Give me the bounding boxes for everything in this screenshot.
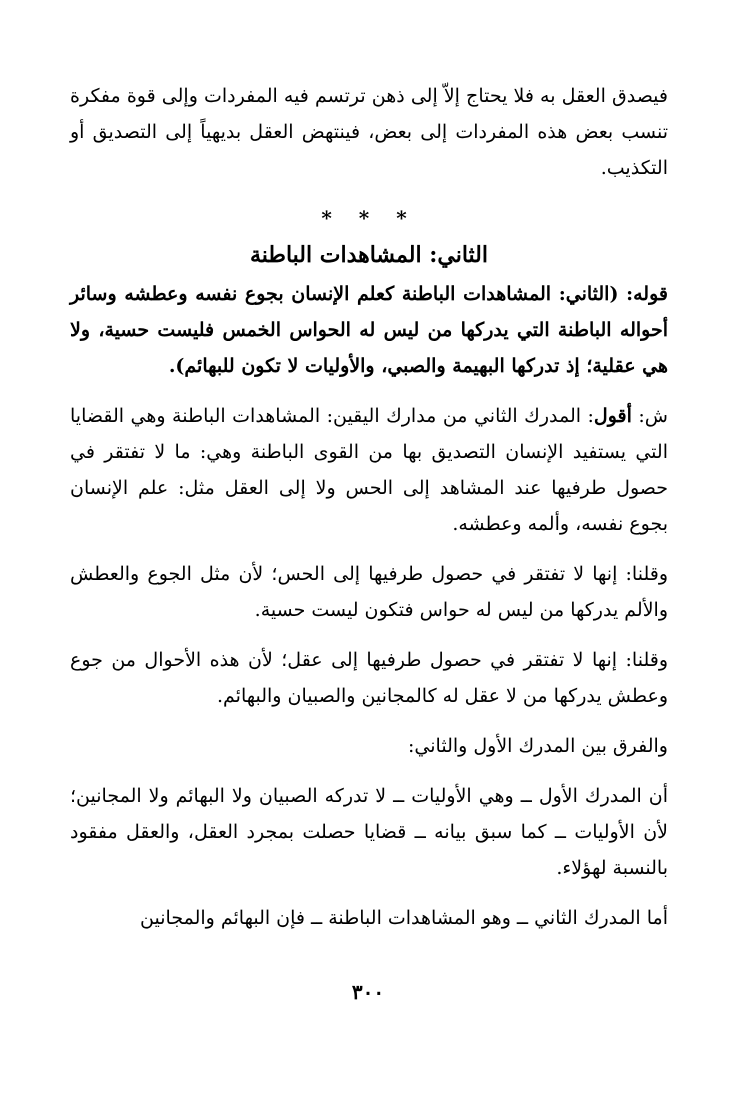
paragraph-intro: فيصدق العقل به فلا يحتاج إلاّ إلى ذهن ترتسم فيه المفردات وإلى قوة مفكرة تنسب بعض هذه المفردات إلى بعض، فينتهض العقل بديهياً إلى التصديق أو التكذيب. xyxy=(70,85,668,179)
paragraph-senses: وقلنا: إنها لا تفتقر في حصول طرفيها إلى الحس؛ لأن مثل الجوع والعطش والألم يدركها من ليس له حواس فتكون ليست حسية. xyxy=(70,563,668,621)
commentary-text: : المدرك الثاني من مدارك اليقين: المشاهدات الباطنة وهي القضايا التي يستفيد الإنسان التصديق بها من القوى الباطنة وهي: ما لا تفتقر في حصول طرفيها عند المشاهد إلى الحس ولا إلى العقل مثل: علم الإنسان بجوع نفسه، وألمه وعطشه. xyxy=(70,405,668,535)
quote-text: (الثاني: المشاهدات الباطنة كعلم الإنسان بجوع نفسه وعطشه وسائر أحواله الباطنة التي يدركها من ليس له الحواس الخمس فليست حسية، ولا هي عقلية؛ إذ تدركها البهيمة والصبي، والأوليات لا تكون للبهائم). xyxy=(70,283,668,377)
commentary-prefix: ش: xyxy=(631,405,668,427)
paragraph-reason: وقلنا: إنها لا تفتقر في حصول طرفيها إلى عقل؛ لأن هذه الأحوال من جوع وعطش يدركها من لا عقل له كالمجانين والصبيان والبهائم. xyxy=(70,649,668,707)
paragraph-difference: والفرق بين المدرك الأول والثاني: xyxy=(408,735,668,757)
paragraph-first-source: أن المدرك الأول ــ وهي الأوليات ــ لا تدركه الصبيان ولا البهائم ولا المجانين؛ لأن الأوليات ــ كما سبق بيانه ــ قضايا حصلت بمجرد العقل، والعقل مفقود بالنسبة لهؤلاء. xyxy=(70,785,668,879)
commentary-label: أقول xyxy=(593,405,632,427)
section-separator: * * * xyxy=(321,206,417,230)
paragraph-commentary xyxy=(70,398,668,542)
section-heading: الثاني: المشاهدات الباطنة xyxy=(250,242,488,268)
paragraph-quote xyxy=(70,276,668,384)
quote-label: قوله: xyxy=(618,283,668,305)
paragraph-second-source: أما المدرك الثاني ــ وهو المشاهدات الباطنة ــ فإن البهائم والمجانين xyxy=(140,907,668,929)
page-number: ٣٠٠ xyxy=(351,980,385,1004)
